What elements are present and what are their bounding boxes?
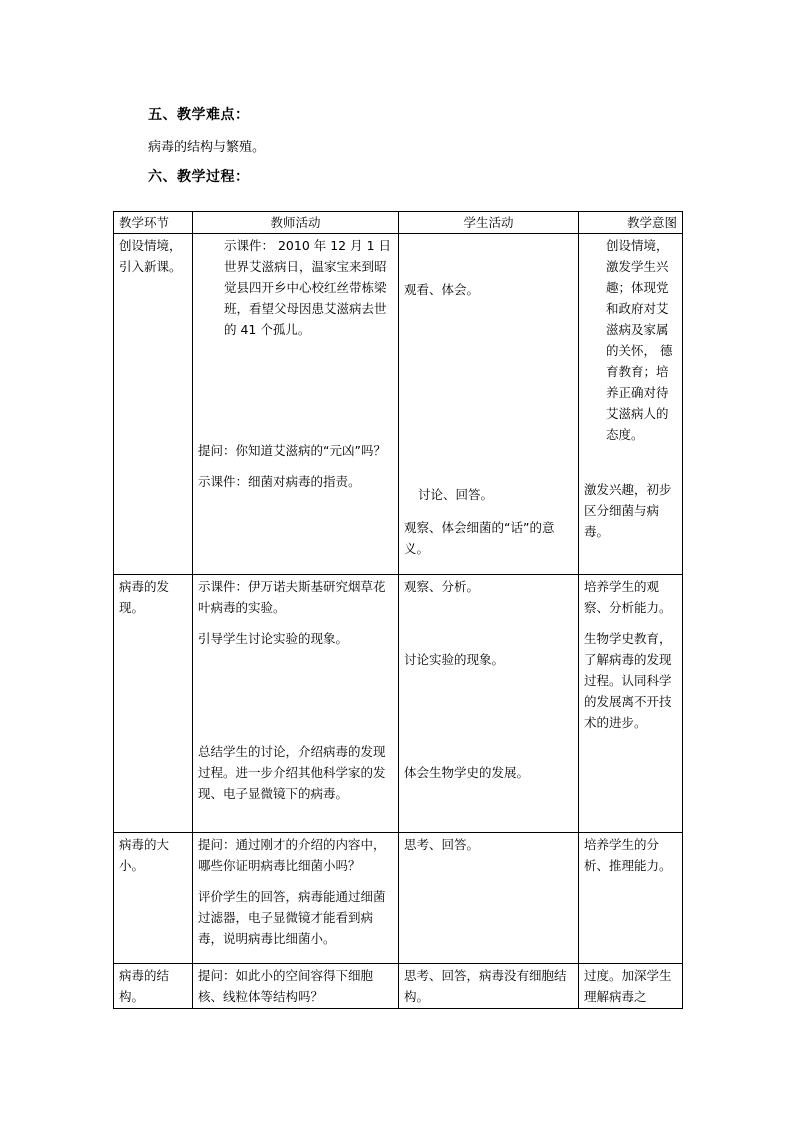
stage-cell: 病毒的大小。: [114, 833, 193, 964]
table-row: [114, 833, 683, 964]
student-activity: 讨论实验的现象。: [404, 652, 505, 667]
stage-cell: 创设情境，引入新课。: [114, 234, 193, 575]
teacher-activity: 提问：通过刚才的介绍的内容中，哪些你证明病毒比细菌小吗？: [198, 837, 386, 873]
teacher-activity: 引导学生讨论实验的现象。: [198, 631, 349, 646]
teaching-process-table: [113, 211, 683, 1009]
teacher-cell: [193, 575, 399, 833]
section-heading-difficulties: 五、教学难点：: [148, 107, 250, 123]
teacher-activity: 提问：你知道艾滋病的“元凶”吗？: [198, 443, 386, 458]
student-activity: 观看、体会。: [404, 282, 480, 297]
teaching-intent: 创设情境，激发学生兴趣；体现党和政府对艾滋病及家属的关怀， 德育教育；培养正确对待艾滋病人的态度。: [606, 238, 673, 442]
student-activity: 讨论、回答。: [418, 487, 494, 502]
table-row: [114, 964, 683, 1009]
teacher-activity: 总结学生的讨论，介绍病毒的发现过程。进一步介绍其他科学家的发现、电子显微镜下的病毒。: [198, 744, 386, 801]
header-stage: 教学环节: [114, 212, 193, 234]
intent-cell: 培养学生的分析、推理能力。: [579, 833, 683, 964]
intent-cell: 过度。加深学生理解病毒之: [579, 964, 683, 1009]
teacher-activity: 示课件： 2010 年 12 月 1 日世界艾滋病日，温家宝来到昭觉县四开乡中心校红丝带栋梁班，看望父母因患艾滋病去世的 41 个孤儿。: [224, 238, 392, 337]
table-row: [114, 234, 683, 575]
intent-cell: [579, 575, 683, 833]
intent-cell: [579, 234, 683, 575]
student-activity: 观察、分析。: [404, 579, 480, 594]
teacher-activity: 示课件：伊万诺夫斯基研究烟草花叶病毒的实验。: [198, 579, 386, 615]
header-teacher: 教师活动: [193, 212, 399, 234]
student-cell: [399, 575, 579, 833]
table-row: [114, 575, 683, 833]
stage-cell: 病毒的发现。: [114, 575, 193, 833]
teacher-activity: 示课件：细菌对病毒的指责。: [198, 474, 361, 489]
section-heading-process: 六、教学过程：: [148, 169, 250, 185]
difficulties-content: 病毒的结构与繁殖。: [148, 140, 266, 155]
student-cell: [399, 234, 579, 575]
teacher-activity: 评价学生的回答，病毒能通过细菌过滤器，电子显微镜才能看到病毒，说明病毒比细菌小。: [198, 889, 386, 946]
header-student: 学生活动: [399, 212, 579, 234]
table-header-row: [114, 212, 683, 234]
student-cell: 思考、回答。: [399, 833, 579, 964]
student-activity: 观察、体会细菌的“话”的意义。: [404, 520, 555, 556]
teacher-cell: [193, 234, 399, 575]
stage-cell: 病毒的结构。: [114, 964, 193, 1009]
teaching-intent: 激发兴趣，初步区分细菌与病毒。: [584, 482, 672, 539]
teaching-intent: 培养学生的观察、分析能力。: [584, 579, 672, 615]
teacher-cell: [193, 833, 399, 964]
teacher-cell: 提问：如此小的空间容得下细胞核、线粒体等结构吗？: [193, 964, 399, 1009]
teaching-intent: 生物学史教育，了解病毒的发现过程。认同科学的发展离不开技术的进步。: [584, 631, 672, 730]
header-intent: 教学意图: [579, 212, 683, 234]
student-activity: 体会生物学史的发展。: [404, 765, 530, 780]
student-cell: 思考、回答，病毒没有细胞结构。: [399, 964, 579, 1009]
